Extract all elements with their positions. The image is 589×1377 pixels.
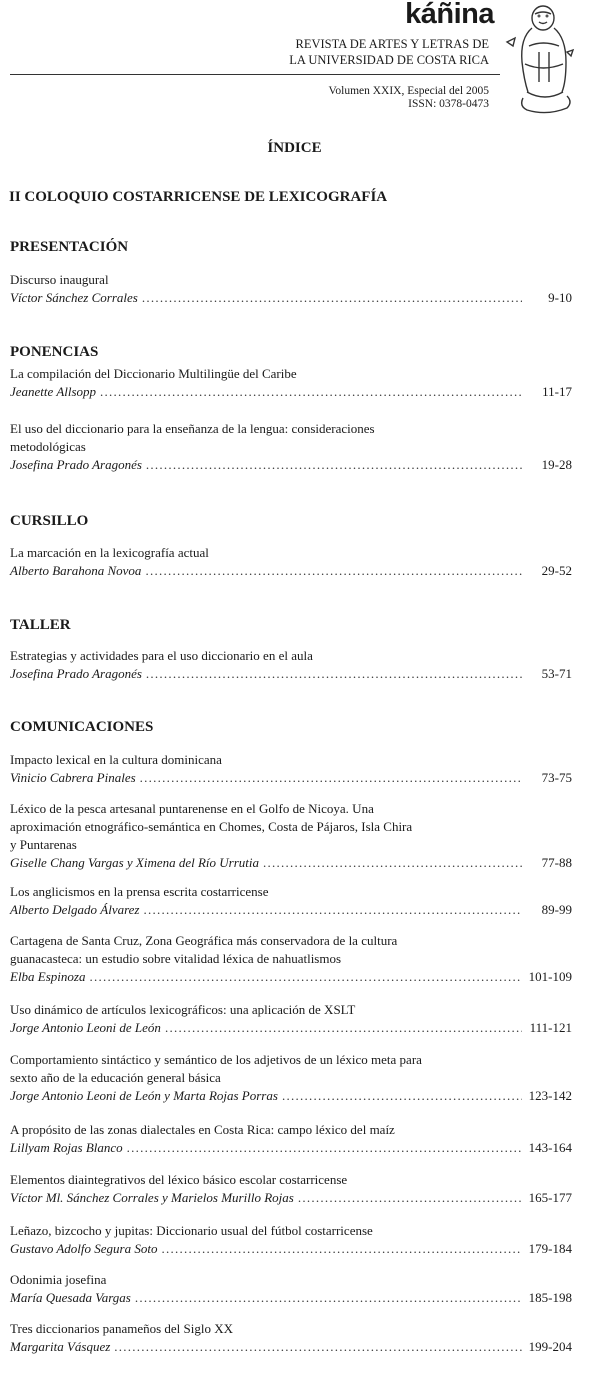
entry-title: Leñazo, bizcocho y jupitas: Diccionario usual del fútbol costarricense [10, 1223, 373, 1238]
section-title-taller: TALLER [10, 617, 71, 633]
entry-title: A propósito de las zonas dialectales en Costa Rica: campo léxico del maíz [10, 1122, 395, 1137]
entry-author: Josefina Prado Aragonés [10, 457, 142, 472]
entry-pages: 111-121 [529, 1020, 572, 1035]
entry-pages: 77-88 [541, 855, 572, 870]
entry-title: Estrategias y actividades para el uso diccionario en el aula [10, 648, 313, 663]
main-heading: II COLOQUIO COSTARRICENSE DE LEXICOGRAFÍA [9, 189, 388, 205]
entry-author-line [10, 1139, 572, 1157]
entry-pages: 123-142 [528, 1088, 572, 1103]
toc-entry[interactable] [10, 1001, 572, 1037]
toc-entry[interactable] [10, 883, 572, 919]
entry-title: La compilación del Diccionario Multilingüe del Caribe [10, 366, 297, 381]
entry-pages: 101-109 [528, 969, 572, 984]
entry-author-line [10, 1338, 572, 1356]
entry-pages: 9-10 [548, 290, 572, 305]
entry-author-line [10, 1289, 572, 1307]
dot-leader [161, 1240, 522, 1258]
toc-entry[interactable] [10, 932, 572, 986]
entry-title: Los anglicismos en la prensa escrita costarricense [10, 884, 269, 899]
entry-title: Impacto lexical en la cultura dominicana [10, 752, 222, 767]
toc-entry[interactable] [10, 751, 572, 787]
entry-author-line [10, 562, 572, 580]
toc-entry[interactable] [10, 420, 572, 474]
entry-title: Comportamiento sintáctico y semántico de los adjetivos de un léxico meta para [10, 1052, 422, 1067]
entry-title: Uso dinámico de artículos lexicográficos: una aplicación de XSLT [10, 1002, 356, 1017]
entry-pages: 143-164 [528, 1140, 572, 1155]
issn-line: ISSN: 0378-0473 [408, 98, 489, 110]
dot-leader [140, 769, 522, 787]
entry-author: Jorge Antonio Leoni de León y Marta Rojas Porras [10, 1088, 278, 1103]
entry-author-line [10, 1189, 572, 1207]
entry-pages: 185-198 [528, 1290, 572, 1305]
entry-author: Víctor Sánchez Corrales [10, 290, 138, 305]
journal-subtitle-line: LA UNIVERSIDAD DE COSTA RICA [289, 53, 489, 67]
toc-entry[interactable] [10, 1222, 572, 1258]
entry-title: sexto año de la educación general básica [10, 1070, 221, 1085]
volume-line: Volumen XXIX, Especial del 2005 [328, 85, 489, 97]
entry-title: La marcación en la lexicografía actual [10, 545, 209, 560]
entry-author: Margarita Vásquez [10, 1339, 111, 1354]
dot-leader [89, 968, 522, 986]
entry-author-line [10, 1019, 572, 1037]
dot-leader [165, 1019, 522, 1037]
journal-volume-info [329, 85, 489, 111]
entry-author: Alberto Barahona Novoa [10, 563, 142, 578]
journal-header [0, 0, 589, 118]
entry-author-line [10, 289, 572, 307]
entry-author: Alberto Delgado Álvarez [10, 902, 140, 917]
journal-title: káñina [405, 0, 494, 30]
entry-title: Odonimia josefina [10, 1272, 107, 1287]
dot-leader [146, 665, 522, 683]
entry-author-line [10, 456, 572, 474]
toc-entry[interactable] [10, 1121, 572, 1157]
entry-pages: 89-99 [541, 902, 572, 917]
entry-title: Tres diccionarios panameños del Siglo XX [10, 1321, 234, 1336]
entry-author-line [10, 854, 572, 872]
entry-author: Elba Espinoza [10, 969, 86, 984]
dot-leader [146, 456, 522, 474]
toc-entry[interactable] [10, 544, 572, 580]
journal-logo-figure [499, 2, 575, 116]
entry-title: Elementos diaintegrativos del léxico básico escolar costarricense [10, 1172, 348, 1187]
entry-author-line [10, 665, 572, 683]
index-heading: ÍNDICE [267, 140, 322, 156]
dot-leader [298, 1189, 522, 1207]
entry-title: metodológicas [10, 439, 86, 454]
journal-subtitle [289, 36, 489, 68]
entry-pages: 53-71 [541, 666, 572, 681]
entry-pages: 29-52 [541, 563, 572, 578]
entry-pages: 11-17 [542, 384, 572, 399]
entry-title: El uso del diccionario para la enseñanza de la lengua: consideraciones [10, 421, 375, 436]
section-title-cursillo: CURSILLO [10, 513, 89, 529]
entry-title: y Puntarenas [10, 837, 77, 852]
entry-author: Jorge Antonio Leoni de León [10, 1020, 161, 1035]
toc-entry[interactable] [10, 647, 572, 683]
entry-title: Léxico de la pesca artesanal puntarenense en el Golfo de Nicoya. Una [10, 801, 374, 816]
dot-leader [100, 383, 522, 401]
header-divider [10, 74, 500, 75]
entry-author-line [10, 1240, 572, 1258]
toc-entry[interactable] [10, 800, 572, 872]
entry-pages: 199-204 [528, 1339, 572, 1354]
entry-author-line [10, 901, 572, 919]
entry-title: aproximación etnográfico-semántica en Chomes, Costa de Pájaros, Isla Chira [10, 819, 413, 834]
entry-pages: 73-75 [541, 770, 572, 785]
entry-author: Vinicio Cabrera Pinales [10, 770, 136, 785]
dot-leader [145, 562, 522, 580]
entry-author: Lillyam Rojas Blanco [10, 1140, 123, 1155]
entry-title: Discurso inaugural [10, 272, 109, 287]
dot-leader [127, 1139, 522, 1157]
entry-pages: 19-28 [541, 457, 572, 472]
entry-author: María Quesada Vargas [10, 1290, 131, 1305]
entry-pages: 165-177 [528, 1190, 572, 1205]
section-title-comunicaciones: COMUNICACIONES [10, 719, 154, 735]
entry-author: Gustavo Adolfo Segura Soto [10, 1241, 158, 1256]
entry-author: Josefina Prado Aragonés [10, 666, 142, 681]
section-title-ponencias: PONENCIAS [10, 344, 99, 360]
entry-author-line [10, 383, 572, 401]
dot-leader [135, 1289, 522, 1307]
entry-author: Víctor Ml. Sánchez Corrales y Marielos Murillo Rojas [10, 1190, 294, 1205]
dot-leader [142, 289, 522, 307]
entry-author: Giselle Chang Vargas y Ximena del Río Urrutia [10, 855, 260, 870]
entry-author-line [10, 769, 572, 787]
dot-leader [263, 854, 522, 872]
dot-leader [114, 1338, 522, 1356]
entry-title: Cartagena de Santa Cruz, Zona Geográfica más conservadora de la cultura [10, 933, 398, 948]
entry-pages: 179-184 [528, 1241, 572, 1256]
entry-author-line [10, 968, 572, 986]
dot-leader [282, 1087, 522, 1105]
journal-subtitle-line: REVISTA DE ARTES Y LETRAS DE [295, 37, 489, 51]
toc-entry[interactable] [10, 1320, 572, 1356]
toc-entry[interactable] [10, 271, 572, 307]
entry-author: Jeanette Allsopp [10, 384, 97, 399]
section-title-presentacion: PRESENTACIÓN [10, 239, 129, 255]
toc-entry[interactable] [10, 1051, 572, 1105]
entry-title: guanacasteca: un estudio sobre vitalidad léxica de nahuatlismos [10, 951, 342, 966]
dot-leader [144, 901, 523, 919]
entry-author-line [10, 1087, 572, 1105]
toc-entry[interactable] [10, 1271, 572, 1307]
toc-entry[interactable] [10, 365, 572, 401]
toc-entry[interactable] [10, 1171, 572, 1207]
